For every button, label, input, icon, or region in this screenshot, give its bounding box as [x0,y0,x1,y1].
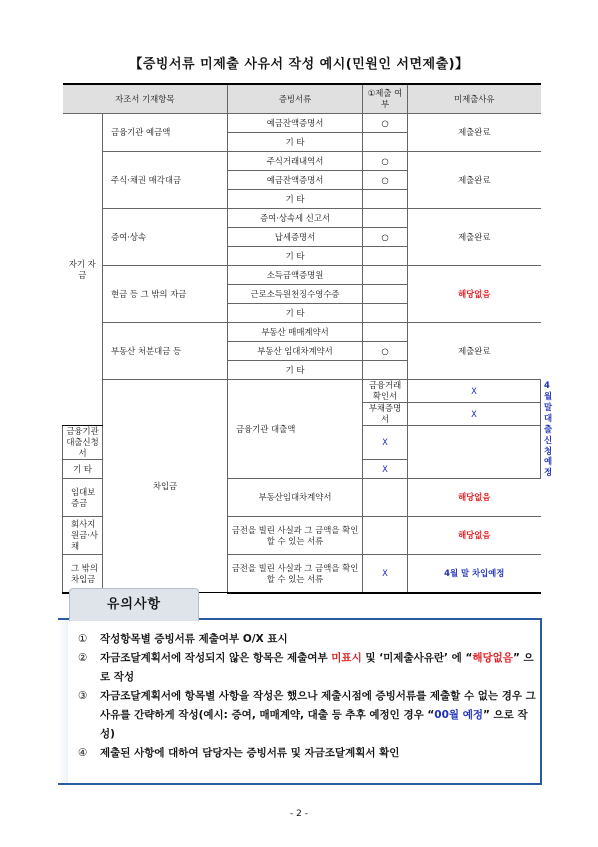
reason-cell: 해당없음 [408,266,541,323]
item-label: 그 밖의 차입금 [63,555,103,593]
table-row [63,209,541,228]
submitted-cell [363,190,408,209]
note-item [78,649,538,687]
submitted-cell: ○ [363,114,408,133]
category-loans: 차입금 [103,380,228,593]
reason-cell: 제출완료 [408,114,541,152]
item-label: 금융기관 예금액 [103,114,228,152]
note-number: ① [78,633,88,645]
note-text: 작성항목별 증빙서류 제출여부 O/X 표시 [100,633,288,645]
table-row [63,323,541,342]
evidence-cell: 부동산 매매계약서 [228,323,363,342]
item-label: 주식·채권 매각대금 [103,152,228,209]
header-evidence: 증빙서류 [228,84,363,114]
item-label: 금융기관 대출액 [228,380,363,479]
submitted-cell: X [363,460,408,479]
note-highlight: 미표시 [331,652,362,664]
reason-cell: 제출완료 [408,323,541,380]
submitted-cell: X [363,426,408,460]
reason-cell: 해당없음 [408,479,541,517]
evidence-cell: 금전을 빌린 사실과 그 금액을 확인할 수 있는 서류 [228,555,363,593]
item-label: 부동산 처분대금 등 [103,323,228,380]
evidence-cell: 금전을 빌린 사실과 그 금액을 확인할 수 있는 서류 [228,517,363,555]
note-item [78,687,538,744]
evidence-cell: 기 타 [228,247,363,266]
note-item [78,744,538,763]
item-label: 회사지원금·사채 [63,517,103,555]
note-number: ② [78,652,88,664]
header-reason: 미제출사유 [408,84,541,114]
evidence-table [62,83,553,594]
reason-cell: 제출완료 [408,209,541,266]
note-item [78,630,538,649]
evidence-cell: 부채증명서 [363,403,408,426]
item-label: 현금 등 그 밖의 자금 [103,266,228,323]
evidence-cell: 주식거래내역서 [228,152,363,171]
table-header-row [63,84,541,114]
submitted-cell [363,304,408,323]
evidence-cell: 기 타 [228,133,363,152]
submitted-cell [363,361,408,380]
evidence-cell: 기 타 [63,460,103,479]
submitted-cell [363,479,408,517]
submitted-cell [363,285,408,304]
document-title: 【증빙서류 미제출 사유서 작성 예시(민원인 서면제출)】 [129,57,469,72]
evidence-cell: 기 타 [228,190,363,209]
evidence-cell: 부동산 임대차계약서 [228,342,363,361]
submitted-cell [363,266,408,285]
reason-cell: 제출완료 [408,152,541,209]
category-own-funds: 자기 자금 [63,114,103,426]
submitted-cell [363,209,408,228]
submitted-cell: ○ [363,152,408,171]
submitted-cell: ○ [363,171,408,190]
evidence-cell: 예금잔액증명서 [228,171,363,190]
item-label: 임대보증금 [63,479,103,517]
evidence-cell: 예금잔액증명서 [228,114,363,133]
notes-tab: 유의사항 [69,588,199,621]
evidence-cell: 기 타 [228,361,363,380]
submitted-cell [363,247,408,266]
submitted-cell: ○ [363,228,408,247]
submitted-cell [363,517,408,555]
table-row [63,114,541,133]
table-row [63,152,541,171]
note-text: 자금조달계획서에 작성되지 않은 항목은 제출여부 [100,652,332,664]
evidence-cell: 근로소득원천징수영수증 [228,285,363,304]
evidence-cell: 부동산임대차계약서 [228,479,363,517]
note-number: ④ [78,747,88,759]
submitted-cell: X [408,380,541,403]
page-number: - 2 - [290,809,308,819]
note-text: 제출된 사항에 대하여 담당자는 증빙서류 및 자금조달계획서 확인 [100,747,400,759]
note-highlight: 해당없음 [472,652,513,664]
evidence-cell: 납세증명서 [228,228,363,247]
reason-cell: 해당없음 [408,517,541,555]
notes-list [78,630,538,763]
note-text: 및 ‘미제출사유란’ 에 “ [361,652,473,664]
reason-cell: 4월 말 차입예정 [408,555,541,593]
submitted-cell: X [363,555,408,593]
note-highlight: 00월 예정 [434,709,483,721]
header-submitted: ①제출 여부 [363,84,408,114]
evidence-cell: 증여·상속세 신고서 [228,209,363,228]
evidence-cell: 소득금액증명원 [228,266,363,285]
note-text: 자금조달계획서에 항목별 사항을 작성은 했으나 제출시점에 증빙서류를 제출할 수 없는 경우 그 사유를 간략하게 작성(예시: 증여, 매매계약, 대출 등 추후 예정인 경우 “ [100,690,536,721]
table-row: 차입금 금융기관 대출액 금융거래확인서 X 4월 말 대출신청 예정 [63,380,541,403]
submitted-cell: X [408,403,541,426]
note-text: ” 으로 작성) [100,709,528,740]
item-label: 증여·상속 [103,209,228,266]
note-text: ” 으로 작성 [100,652,534,683]
note-number: ③ [78,690,88,702]
table-row [63,266,541,285]
header-item: 자조서 기재항목 [63,84,228,114]
notes-box-fade [58,618,68,783]
submitted-cell: ○ [363,342,408,361]
evidence-cell: 금융거래확인서 [363,380,408,403]
submitted-cell [363,323,408,342]
submitted-cell [363,133,408,152]
evidence-cell: 금융기관 대출신청서 [63,426,103,460]
evidence-cell: 기 타 [228,304,363,323]
